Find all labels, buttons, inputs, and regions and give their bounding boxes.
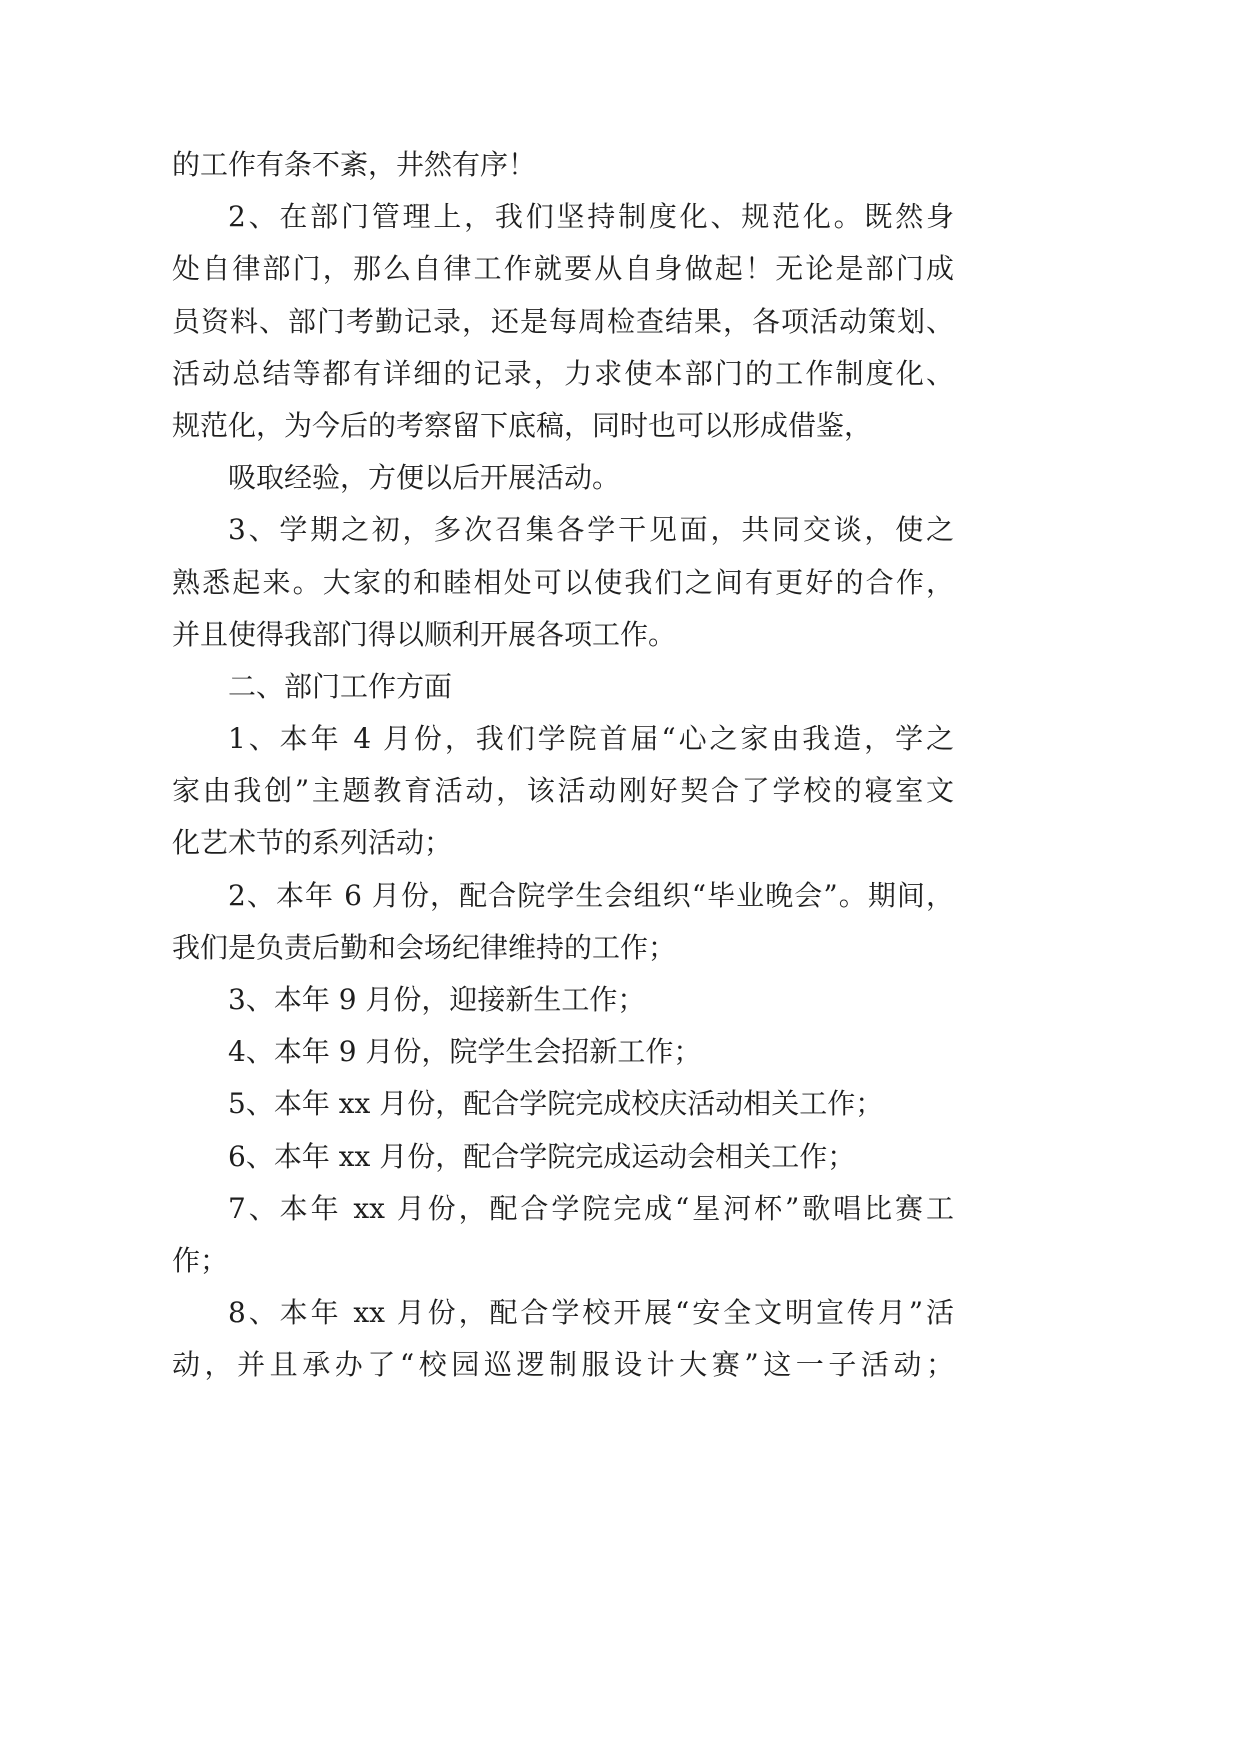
paragraph	[172, 191, 954, 452]
paragraph-line: 员资料、部门考勤记录，还是每周检查结果，各项活动策划、	[172, 304, 954, 338]
paragraph-line: 5、本年 xx 月份，配合学院完成校庆活动相关工作；	[228, 1087, 884, 1121]
list-item	[172, 974, 954, 1026]
list-item	[172, 870, 954, 974]
paragraph-line: 2、本年 6 月份，配合院学生会组织“毕业晚会”。期间，	[228, 878, 954, 912]
list-item	[172, 1131, 954, 1183]
list-item	[172, 1183, 954, 1287]
paragraph-line: 处自律部门，那么自律工作就要从自身做起！无论是部门成	[172, 252, 954, 286]
paragraph-line: 作；	[172, 1243, 229, 1277]
paragraph-line: 4、本年 9 月份，院学生会招新工作；	[228, 1035, 702, 1069]
paragraph-line: 规范化，为今后的考察留下底稿，同时也可以形成借鉴，	[172, 408, 873, 442]
paragraph-line: 6、本年 xx 月份，配合学院完成运动会相关工作；	[228, 1139, 856, 1173]
paragraph-line: 8、本年 xx 月份，配合学校开展“安全文明宣传月”活	[228, 1296, 954, 1330]
paragraph-line: 家由我创”主题教育活动，该活动刚好契合了学校的寝室文	[172, 774, 954, 808]
paragraph-line: 2、在部门管理上，我们坚持制度化、规范化。既然身	[228, 200, 954, 234]
paragraph-line: 活动总结等都有详细的记录，力求使本部门的工作制度化、	[172, 356, 954, 390]
paragraph-line: 7、本年 xx 月份，配合学院完成“星河杯”歌唱比赛工	[228, 1191, 954, 1225]
list-item	[172, 713, 954, 870]
document-body	[172, 139, 954, 1392]
paragraph	[172, 139, 954, 191]
paragraph-line: 1、本年 4 月份，我们学院首届“心之家由我造，学之	[228, 722, 954, 756]
paragraph-line: 并且使得我部门得以顺利开展各项工作。	[172, 617, 677, 651]
list-item	[172, 1287, 954, 1391]
paragraph-line: 3、学期之初，多次召集各学干见面，共同交谈，使之	[228, 513, 954, 547]
paragraph-line: 吸取经验，方便以后开展活动。	[228, 461, 621, 495]
paragraph	[172, 452, 954, 504]
list-item	[172, 1078, 954, 1130]
paragraph-line: 的工作有条不紊，井然有序！	[172, 148, 537, 181]
list-item	[172, 1026, 954, 1078]
paragraph-line: 化艺术节的系列活动；	[172, 826, 453, 860]
paragraph-line: 3、本年 9 月份，迎接新生工作；	[228, 983, 646, 1016]
paragraph	[172, 504, 954, 661]
paragraph-line: 熟悉起来。大家的和睦相处可以使我们之间有更好的合作，	[172, 565, 954, 599]
paragraph-line: 我们是负责后勤和会场纪律维持的工作；	[172, 930, 677, 964]
paragraph-line: 动，并且承办了“校园巡逻制服设计大赛”这一子活动；	[172, 1348, 954, 1382]
section-heading-line: 二、部门工作方面	[228, 669, 453, 703]
section-heading	[172, 661, 954, 713]
